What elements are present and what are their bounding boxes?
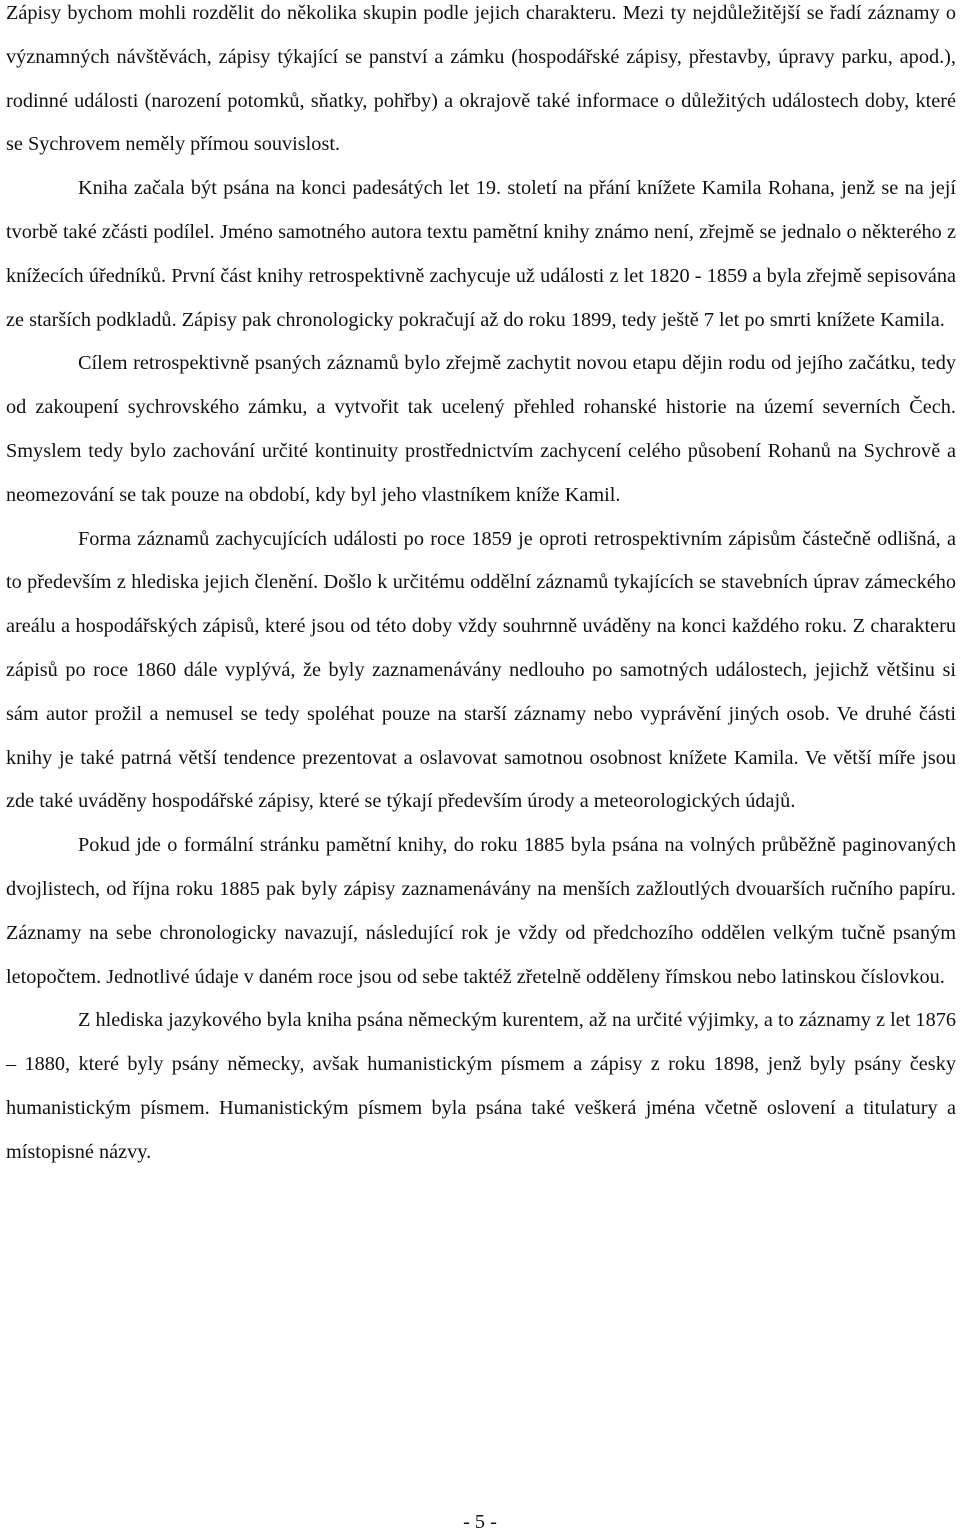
document-body <box>6 0 956 1175</box>
paragraph-record-categories: Zápisy bychom mohli rozdělit do několika skupin podle jejich charakteru. Mezi ty nejdůležitější se řadí záznamy o významných návštěvách, zápisy týkající se panství a zámku (hospodářské zápisy, přestavby, úpravy parku, apod.), rodinné události (narození potomků, sňatky, pohřby) a okrajově také informace o důležitých událostech doby, které se Sychrovem neměly přímou souvislost. <box>6 2 956 156</box>
paragraph-retrospective-purpose: Cílem retrospektivně psaných záznamů bylo zřejmě zachytit novou etapu dějin rodu od jejího začátku, tedy od zakoupení sychrovského zámku, a vytvořit tak ucelený přehled rohanské historie na území severních Čech. Smyslem tedy bylo zachování určité kontinuity prostřednictvím zachycení celého působení Rohanů na Sychrově a neomezování se tak pouze na období, kdy byl jeho vlastníkem kníže Kamil. <box>6 352 956 506</box>
paragraph-record-form: Forma záznamů zachycujících události po roce 1859 je oproti retrospektivním zápisům částečně odlišná, a to především z hlediska jejich členění. Došlo k určitému oddělní záznamů tykajících se stavebních úprav zámeckého areálu a hospodářských zápisů, které jsou od této doby vždy souhrnně uváděny na konci každého roku. Z charakteru zápisů po roce 1860 dále vyplývá, že byly zaznamenávány nedlouho po samotných událostech, jejichž většinu si sám autor prožil a nemusel se tedy spoléhat pouze na starší záznamy nebo vyprávění jiných osob. Ve druhé části knihy je také patrná větší tendence prezentovat a oslavovat samotnou osobnost knížete Kamila. Ve větší míře jsou zde také uváděny hospodářské zápisy, které se týkají především úrody a meteorologických údajů. <box>6 527 956 813</box>
paragraph-language: Z hlediska jazykového byla kniha psána německým kurentem, až na určité výjimky, a to záznamy z let 1876 – 1880, které byly psány německy, avšak humanistickým písmem a zápisy z roku 1898, jenž byly psány česky humanistickým písmem. Humanistickým písmem byla psána také veškerá jména včetně oslovení a titulatury a místopisné názvy. <box>6 1009 956 1163</box>
paragraph-book-origin: Kniha začala být psána na konci padesátých let 19. století na přání knížete Kamila Rohana, jenž se na její tvorbě také zčásti podílel. Jméno samotného autora textu pamětní knihy známo není, zřejmě se jednalo o některého z knížecích úředníků. První část knihy retrospektivně zachycuje už události z let 1820 - 1859 a byla zřejmě sepisována ze starších podkladů. Zápisy pak chronologicky pokračují až do roku 1899, tedy ještě 7 let po smrti knížete Kamila. <box>6 177 956 331</box>
paragraph-formal-aspect: Pokud jde o formální stránku pamětní knihy, do roku 1885 byla psána na volných průběžně paginovaných dvojlistech, od října roku 1885 pak byly zápisy zaznamenávány na menších zažloutlých dvouarších ručního papíru. Záznamy na sebe chronologicky navazují, následující rok je vždy od předchozího oddělen velkým tučně psaným letopočtem. Jednotlivé údaje v daném roce jsou od sebe taktéž zřetelně odděleny římskou nebo latinskou číslovkou. <box>6 834 956 988</box>
page-number: - 5 - <box>463 1511 497 1533</box>
